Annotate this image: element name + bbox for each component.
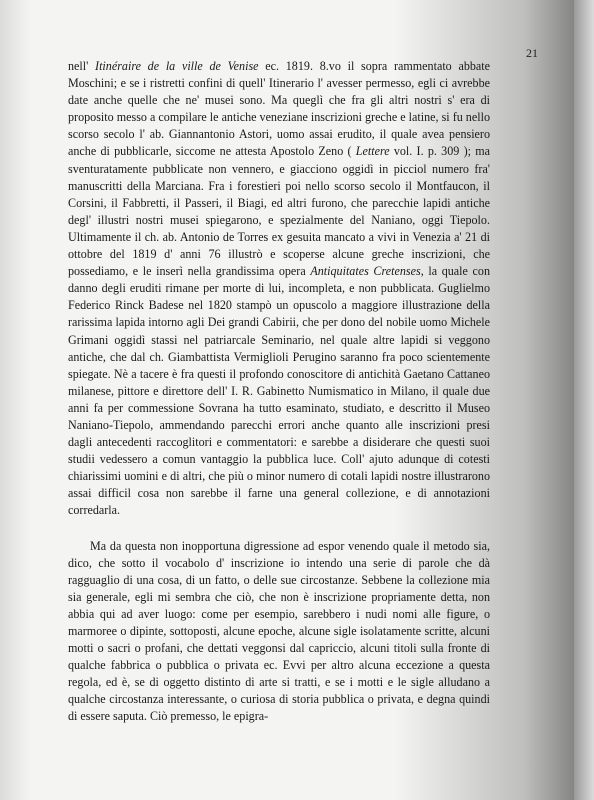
text-run: , la quale con danno degli eruditi rimane per morte di lui, incompleta, e non pubblicata. Guglielmo Federico Rinck Badese nel 1820 stampò un opuscolo a maggiore illustrazione della rarissima lapida intorno agli Dei grandi Cabirii, che per dono del nobile uomo Michele Grimani oggidì stassi nel patriarcale Seminario, nel quale altre lapidi si veggono antiche, che dal ch. Giambattista Vermiglioli Perugino saranno fra poco scientemente spiegate. Nè a tacere è fra questi il profondo conoscitore di antichità Gaetano Cattaneo milanese, pittore e direttore dell' I. R. Gabinetto Numismatico in Milano, il quale due anni fa per commessione Sovrana ha tutto esaminato, studiato, e descritto il Museo Naniano-Tiepolo, ammendando parecchi errori anche quanto alle inscrizioni presi dagli antecedenti raccoglitori e commentatori: e sarebbe a disiderare che questi suoi studii vedessero a comun vantaggio la pubblica luce. Coll' ajuto adunque di cotesti chiarissimi uomini e di altri, che più o minor numero di cotali lapidi nostre illustrarono assai difficil cosa non sarebbe il farne una general collezione, e di annotazioni corredarla. [68,264,490,518]
text-run: nell' [68,59,96,73]
text-run: vol. I. p. 309 ); ma sventuratamente pubblicate non vennero, e giacciono oggidì in picciol numero fra' manuscritti della Marciana. Fra i forestieri poi nello scorso secolo il Montfaucon, il Corsini, il Fabbretti, il Passeri, il Biagi, ed altri furono, che parecchie lapidi antiche degl' illustri nostri musei spiegarono, e spezialmente del Naniano, oggi Tiepolo. Ultimamente il ch. ab. Antonio de Torres ex gesuita mancato a vivi in Venezia a' 21 di ottobre del 1819 d' anni 76 illustrò e scoperse alcune greche inscrizioni, che possediamo, e le inserì nella grandissima opera [68,144,490,279]
page-edge-shadow [574,0,594,800]
text-run: ec. 1819. 8.vo il sopra rammentato abbate Moschini; e se i ristretti confini di quell' Itinerario l' avesser permesso, egli ci avrebbe date anche quelle che ne' musei sono. Ma queglì che fra gli altri nostri s' era di proposito messo a compilare le antiche veneziane inscrizioni greche e latine, si fu nello scorso secolo l' ab. Giannantonio Astori, uomo assai erudito, il quale avea pensiero anche di pubblicarle, siccome ne attesta Apostolo Zeno ( [68,59,491,159]
paragraph-1 [68,58,490,520]
paragraph-2: Ma da questa non inopportuna digressione ad espor venendo quale il metodo sia, dico, che sotto il vocabolo d' inscrizione io intendo una serie di parole che dà ragguaglio di una cosa, di un fatto, o delle sue circostanze. Sebbene la collezione mia sia generale, egli mi sembra che ciò, che non è inscrizione propriamente detta, non abbia qui ad aver luogo: come per esempio, sarebbero i nudi nomi alle figure, o marmoree o dipinte, sottoposti, alcune epoche, alcune sigle isolatamente scritte, alcuni motti o sacri o profani, che dettati veggonsi dal capriccio, alcuni titoli sulla fronte di qualche fabbrica o pubblica o privata ec. Evvi per altro alcuna eccezione a questa regola, ed è, se di oggetto distinto di arte si tratti, e se i motti e le sigle alludano a qualche circostanza interessante, o curiosa di storia pubblica o privata, e degna quindi di essere saputa. Ciò premesso, le epigra- [68,538,490,724]
italic-title-lettere: Lettere [355,144,390,159]
italic-title-antiquitates: Antiquitates Cretenses [310,264,421,279]
page-number: 21 [526,46,538,60]
page-text [68,58,490,726]
italic-title-itineraire: Itinéraire de la ville de Venise [95,59,259,73]
